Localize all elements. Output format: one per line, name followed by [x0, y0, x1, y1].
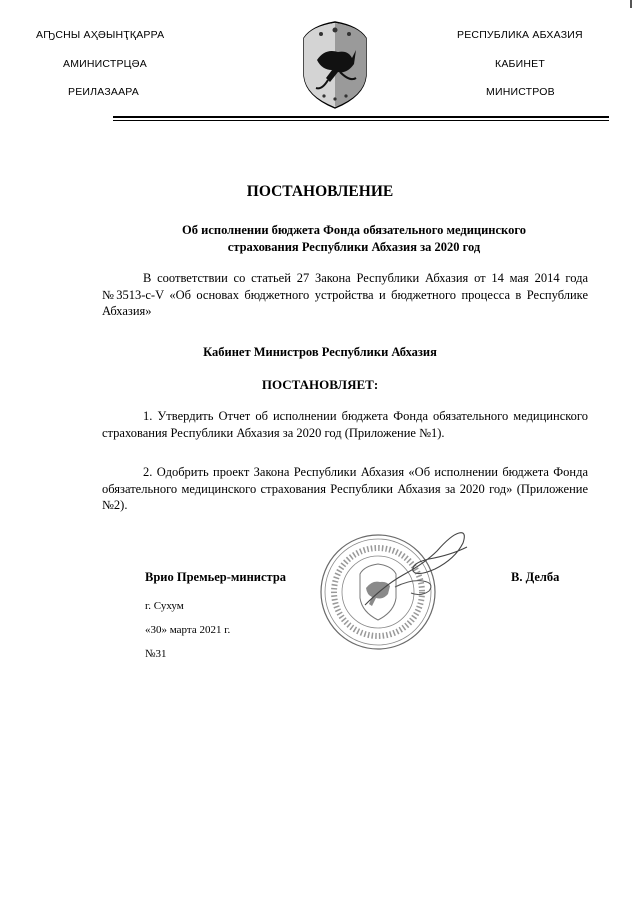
- issuing-authority: Кабинет Министров Республики Абхазия: [203, 345, 437, 359]
- document-number: №31: [145, 648, 167, 660]
- subtitle-line-1: Об исполнении бюджета Фонда обязательного медицинского: [182, 223, 526, 237]
- document-city: г. Сухум: [145, 600, 184, 612]
- document-title: ПОСТАНОВЛЕНИЕ: [246, 183, 394, 200]
- signatory-name: В. Делба: [511, 570, 560, 584]
- header-divider-thick: [113, 116, 609, 118]
- decree-item-1: 1. Утвердить Отчет об исполнении бюджета Фонда обязательного медицинского страхования Республики Абхазия за 2020 год (Приложение №1).: [102, 409, 588, 440]
- document-date: «30» марта 2021 г.: [145, 624, 231, 636]
- header-left-line-3: РЕИЛАЗААРА: [68, 86, 139, 98]
- abkhazia-coat-of-arms-icon: [300, 20, 370, 110]
- header-left-line-2: АМИНИСТРЦӘА: [63, 58, 147, 70]
- signatory-position: Врио Премьер-министра: [145, 570, 287, 584]
- page-corner-mark: [630, 0, 632, 8]
- document-subtitle: [120, 222, 588, 256]
- header-right-line-2: КАБИНЕТ: [495, 58, 545, 70]
- decree-item-2: 2. Одобрить проект Закона Республики Абхазия «Об исполнении бюджета Фонда обязательного медицинского страхования Республики Абхазия за 2020 год» (Приложение №2).: [102, 465, 588, 512]
- header-left-line-1: АҦСНЫ АҲӘЫНҬҚАРРА: [36, 29, 165, 41]
- preamble-paragraph: В соответствии со статьей 27 Закона Республики Абхазия от 14 мая 2014 года №3513-с-V «Об основах бюджетного устройства и бюджетного процесса в Республике Абхазия»: [102, 271, 588, 318]
- header-divider-thin: [113, 120, 609, 121]
- header-right-line-3: МИНИСТРОВ: [486, 86, 555, 98]
- subtitle-line-2: страхования Республики Абхазия за 2020 год: [227, 240, 481, 254]
- handwritten-signature-icon: [355, 525, 485, 620]
- header-right-line-1: РЕСПУБЛИКА АБХАЗИЯ: [457, 29, 583, 41]
- decree-word: ПОСТАНОВЛЯЕТ:: [261, 377, 379, 392]
